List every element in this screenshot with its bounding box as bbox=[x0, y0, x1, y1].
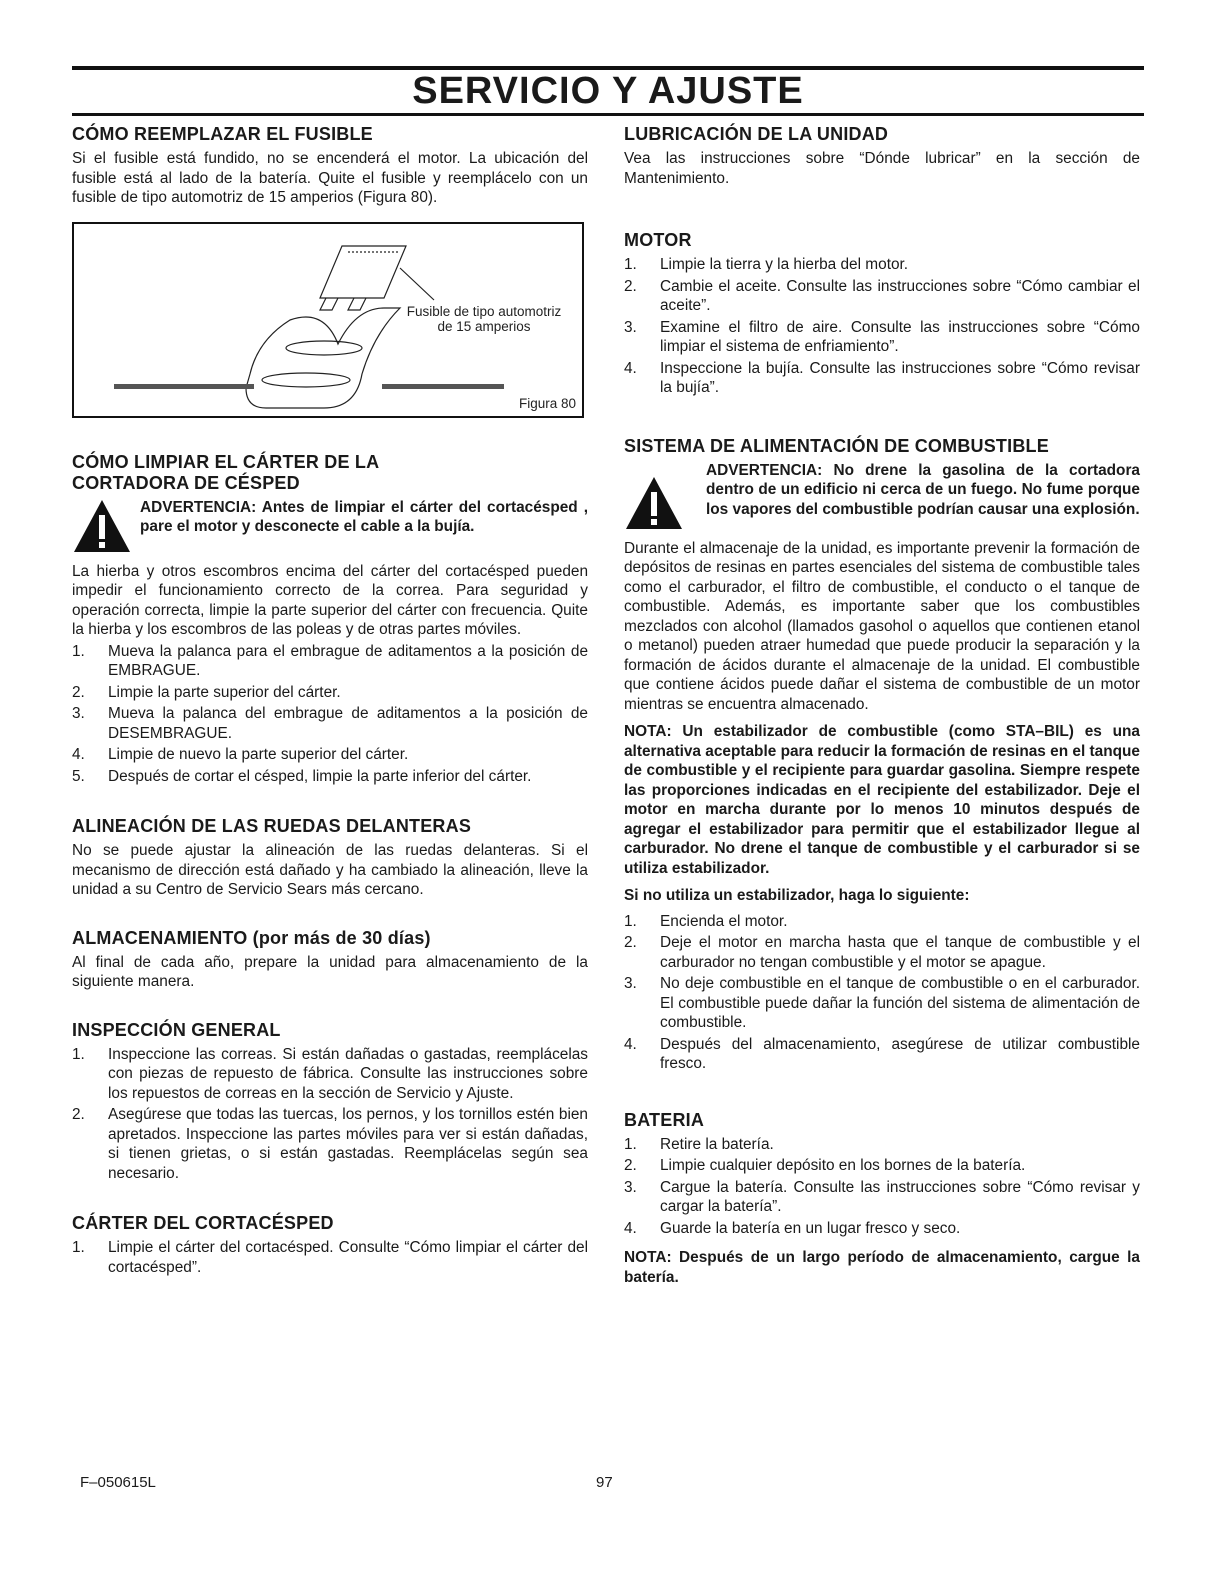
fuse-callout-line1: Fusible de tipo automotriz bbox=[406, 303, 562, 319]
warning-triangle-icon bbox=[624, 475, 692, 533]
list-item: 1. Limpie la tierra y la hierba del motor. bbox=[624, 256, 909, 273]
subheading: Si no utiliza un estabilizador, haga lo siguiente: bbox=[624, 887, 970, 904]
numbered-list bbox=[624, 255, 1140, 398]
section-body: Si el fusible está fundido, no se encenderá el motor. La ubicación del fusible está al lado de la batería. Quite el fusible y reemplácelo con un fusible de tipo automotriz de 15 amperios (Figura 80). bbox=[72, 150, 588, 206]
right-column bbox=[624, 124, 1140, 1287]
section-reemplazar-fusible bbox=[72, 124, 588, 208]
list-item: 1. Inspeccione las correas. Si están dañadas o gastadas, reemplácelas con piezas de repuesto de fábrica. Consulte las instrucciones sobre los repuestos de correas en la sección de Servicio y Ajuste. bbox=[72, 1045, 588, 1102]
fuse-callout-label bbox=[384, 304, 584, 334]
section-title: MOTOR bbox=[624, 230, 692, 250]
fuse-callout-line2: de 15 amperios bbox=[437, 318, 531, 334]
section-title-line1: CÓMO LIMPIAR EL CÁRTER DE LA bbox=[72, 451, 380, 472]
list-item: 2. Asegúrese que todas las tuercas, los pernos, y los tornillos estén bien apretados. Inspeccione las partes móviles para ver si están dañadas, si tienen grietas, o si están gastadas. Reemplácelas según sea necesario. bbox=[72, 1106, 588, 1182]
list-item: 3. Mueva la palanca del embrague de aditamentos a la posición de DESEMBRAGUE. bbox=[72, 705, 588, 742]
numbered-list bbox=[72, 1238, 588, 1277]
section-alimentacion-combustible bbox=[624, 436, 1140, 1074]
list-item: 1. Mueva la palanca para el embrague de aditamentos a la posición de EMBRAGUE. bbox=[72, 642, 588, 679]
section-lubricacion bbox=[624, 124, 1140, 188]
section-limpiar-carter bbox=[72, 452, 588, 787]
warning-triangle-icon bbox=[72, 498, 140, 556]
warning-text: ADVERTENCIA: Antes de limpiar el cárter del cortacésped , pare el motor y desconecte el cable a la bujía. bbox=[140, 498, 588, 535]
warning-box bbox=[624, 461, 1140, 533]
page-header bbox=[72, 66, 1144, 116]
header-bottom-rule bbox=[72, 113, 1144, 116]
section-title: LUBRICACIÓN DE LA UNIDAD bbox=[624, 124, 889, 144]
list-item: 4. Guarde la batería en un lugar fresco y seco. bbox=[624, 1219, 961, 1237]
section-title: ALINEACIÓN DE LAS RUEDAS DELANTERAS bbox=[72, 816, 472, 836]
page-title: SERVICIO Y AJUSTE bbox=[412, 70, 804, 112]
list-item: 2. Limpie cualquier depósito en los bornes de la batería. bbox=[624, 1157, 1026, 1174]
list-item: 1. Limpie el cárter del cortacésped. Consulte “Cómo limpiar el cárter del cortacésped”. bbox=[72, 1239, 588, 1276]
section-body: La hierba y otros escombros encima del cárter del cortacésped pueden impedir el funcionamiento correcto de la correa. Para seguridad y operación correcta, limpie la parte superior del cárter con frecuencia. Quite la hierba y los escombros de las poleas y de otras partes móviles. bbox=[72, 562, 588, 638]
figure-80 bbox=[72, 222, 584, 418]
section-alineacion-ruedas bbox=[72, 816, 588, 900]
section-motor bbox=[624, 230, 1140, 398]
section-inspeccion-general bbox=[72, 1020, 588, 1184]
section-title-line2: CORTADORA DE CÉSPED bbox=[72, 472, 300, 493]
list-item: 4. Limpie de nuevo la parte superior del cárter. bbox=[72, 746, 409, 763]
section-title: BATERIA bbox=[624, 1109, 705, 1130]
numbered-list bbox=[72, 642, 588, 787]
list-item: 2. Cambie el aceite. Consulte las instrucciones sobre “Cómo cambiar el aceite”. bbox=[624, 277, 1140, 314]
list-item: 2. Limpie la parte superior del cárter. bbox=[72, 683, 341, 701]
list-item: 5. Después de cortar el césped, limpie la parte inferior del cárter. bbox=[72, 767, 532, 785]
section-title: CÓMO REEMPLAZAR EL FUSIBLE bbox=[72, 124, 373, 144]
section-carter-cortacesped bbox=[72, 1213, 588, 1277]
warning-box bbox=[72, 498, 588, 556]
document-code: F–050615L bbox=[80, 1474, 156, 1491]
section-body: Vea las instrucciones sobre “Dónde lubricar” en la sección de Mantenimiento. bbox=[624, 150, 1140, 187]
page-number: 97 bbox=[596, 1474, 613, 1491]
numbered-list bbox=[624, 1135, 1140, 1239]
note-text: NOTA: Después de un largo período de almacenamiento, cargue la batería. bbox=[624, 1249, 1140, 1286]
figure-caption: Figura 80 bbox=[518, 395, 576, 411]
section-title: ALMACENAMIENTO (por más de 30 días) bbox=[72, 927, 431, 948]
list-item: 2. Deje el motor en marcha hasta que el tanque de combustible y el carburador no tengan combustible y el motor se apague. bbox=[624, 934, 1140, 971]
section-body: No se puede ajustar la alineación de las ruedas delanteras. Si el mecanismo de dirección está dañado y ha cambiado la alineación, lleve la unidad a su Centro de Servicio Sears más cercano. bbox=[72, 842, 588, 898]
list-item: 3. Cargue la batería. Consulte las instrucciones sobre “Cómo revisar y cargar la batería”. bbox=[624, 1178, 1140, 1215]
section-body: Al final de cada año, prepare la unidad para almacenamiento de la siguiente manera. bbox=[72, 953, 588, 990]
list-item: 3. No deje combustible en el tanque de combustible o en el carburador. El combustible puede dañar la función del sistema de alimentación de combustible. bbox=[624, 975, 1140, 1031]
numbered-list bbox=[624, 912, 1140, 1074]
section-title: CÁRTER DEL CORTACÉSPED bbox=[72, 1213, 334, 1233]
list-item: 1. Retire la batería. bbox=[624, 1135, 774, 1153]
section-title: INSPECCIÓN GENERAL bbox=[72, 1019, 281, 1040]
section-body: Durante el almacenaje de la unidad, es importante prevenir la formación de depósitos de resinas en partes esenciales del sistema de combustible tales como el carburador, el filtro de combustible, el conducto o el tanque de combustible. Además, es importante saber que los combustibles mezclados con alcohol (llamados gasohol o aquellos que contienen etanol o metanol) pueden atraer humedad que puede producir la separación y la formación de ácidos durante el almacenaje de la unidad. El combustible que contiene ácidos puede dañar el sistema de combustible de un motor mientras se encuentra almacenado. bbox=[624, 539, 1140, 713]
note-text: NOTA: Un estabilizador de combustible (como STA–BIL) es una alternativa aceptable para reducir la formación de resinas en el tanque de combustible y el recipiente para guardar gasolina. Siempre respete las proporciones indicadas en el recipiente del estabilizador. Deje el motor en marcha durante por lo menos 10 minutos después de agregar el estabilizador para permitir que el estabilizador llegue al carburador. No drene el tanque de combustible y el carburador si se utiliza estabilizador. bbox=[624, 723, 1140, 877]
warning-text: ADVERTENCIA: No drene la gasolina de la cortadora dentro de un edificio ni cerca de un fuego. No fume porque los vapores del combustible podrían causar una explosión. bbox=[706, 461, 1140, 518]
left-column bbox=[72, 124, 588, 1279]
section-bateria bbox=[624, 1110, 1140, 1288]
section-almacenamiento bbox=[72, 928, 588, 992]
numbered-list bbox=[72, 1045, 588, 1184]
list-item: 4. Después del almacenamiento, asegúrese de utilizar combustible fresco. bbox=[624, 1035, 1140, 1072]
section-title bbox=[72, 452, 588, 494]
section-title: SISTEMA DE ALIMENTACIÓN DE COMBUSTIBLE bbox=[624, 435, 1049, 456]
list-item: 3. Examine el filtro de aire. Consulte las instrucciones sobre “Cómo limpiar el sistema de enfriamiento”. bbox=[624, 318, 1140, 355]
list-item: 4. Inspeccione la bujía. Consulte las instrucciones sobre “Cómo revisar la bujía”. bbox=[624, 359, 1140, 396]
list-item: 1. Encienda el motor. bbox=[624, 912, 788, 930]
